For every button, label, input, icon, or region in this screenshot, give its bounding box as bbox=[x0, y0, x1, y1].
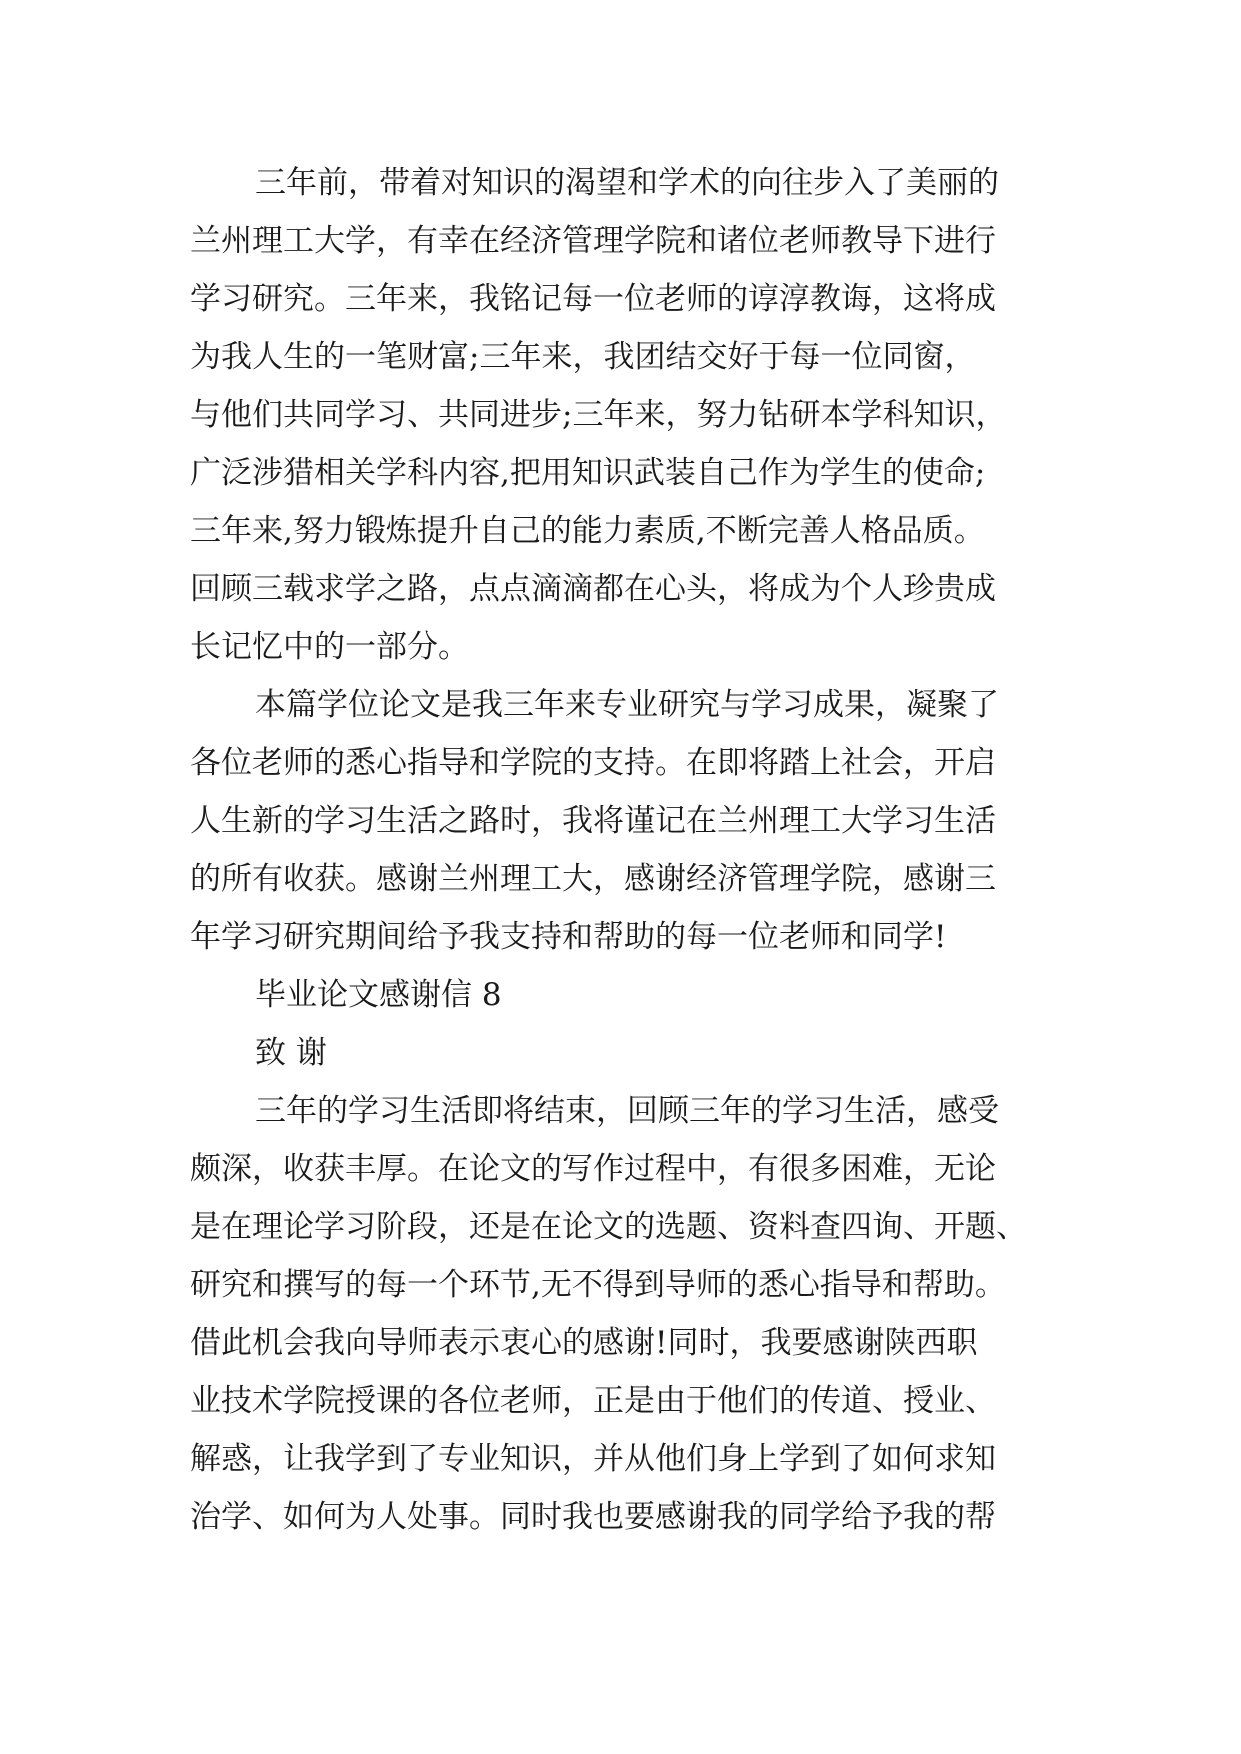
text-line: 广泛涉猎相关学科内容,把用知识武装自己作为学生的使命; bbox=[190, 455, 986, 491]
text-line: 颇深，收获丰厚。在论文的写作过程中，有很多困难，无论 bbox=[190, 1151, 996, 1187]
text-line: 研究和撰写的每一个环节,无不得到导师的悉心指导和帮助。 bbox=[190, 1267, 1006, 1303]
text-line: 解惑，让我学到了专业知识，并从他们身上学到了如何求知 bbox=[190, 1441, 996, 1477]
text-line: 三年的学习生活即将结束，回顾三年的学习生活，感受 bbox=[255, 1093, 999, 1129]
text-line: 为我人生的一笔财富;三年来，我团结交好于每一位同窗， bbox=[190, 339, 976, 375]
text-line: 本篇学位论文是我三年来专业研究与学习成果，凝聚了 bbox=[255, 687, 999, 723]
text-line: 的所有收获。感谢兰州理工大，感谢经济管理学院，感谢三 bbox=[190, 861, 996, 897]
text-line: 三年前，带着对知识的渴望和学术的向往步入了美丽的 bbox=[255, 165, 999, 201]
text-line: 借此机会我向导师表示衷心的感谢!同时，我要感谢陕西职 bbox=[190, 1325, 978, 1361]
text-line: 年学习研究期间给予我支持和帮助的每一位老师和同学! bbox=[190, 919, 947, 955]
text-line: 回顾三载求学之路，点点滴滴都在心头，将成为个人珍贵成 bbox=[190, 571, 996, 607]
text-line: 长记忆中的一部分。 bbox=[190, 629, 469, 665]
text-line: 业技术学院授课的各位老师，正是由于他们的传道、授业、 bbox=[190, 1383, 996, 1419]
text-line: 人生新的学习生活之路时，我将谨记在兰州理工大学习生活 bbox=[190, 803, 996, 839]
text-line: 治学、如何为人处事。同时我也要感谢我的同学给予我的帮 bbox=[190, 1499, 996, 1535]
text-line: 与他们共同学习、共同进步;三年来，努力钻研本学科知识， bbox=[190, 397, 1007, 433]
text-line: 学习研究。三年来，我铭记每一位老师的谆淳教诲，这将成 bbox=[190, 281, 996, 317]
text-line: 是在理论学习阶段，还是在论文的选题、资料查四询、开题、 bbox=[190, 1209, 1027, 1245]
text-line: 各位老师的悉心指导和学院的支持。在即将踏上社会，开启 bbox=[190, 745, 996, 781]
section-heading: 毕业论文感谢信 8 bbox=[255, 977, 502, 1013]
text-line: 兰州理工大学，有幸在经济管理学院和诸位老师教导下进行 bbox=[190, 223, 996, 259]
section-subheading: 致 谢 bbox=[255, 1035, 327, 1071]
text-line: 三年来,努力锻炼提升自己的能力素质,不断完善人格品质。 bbox=[190, 513, 985, 549]
